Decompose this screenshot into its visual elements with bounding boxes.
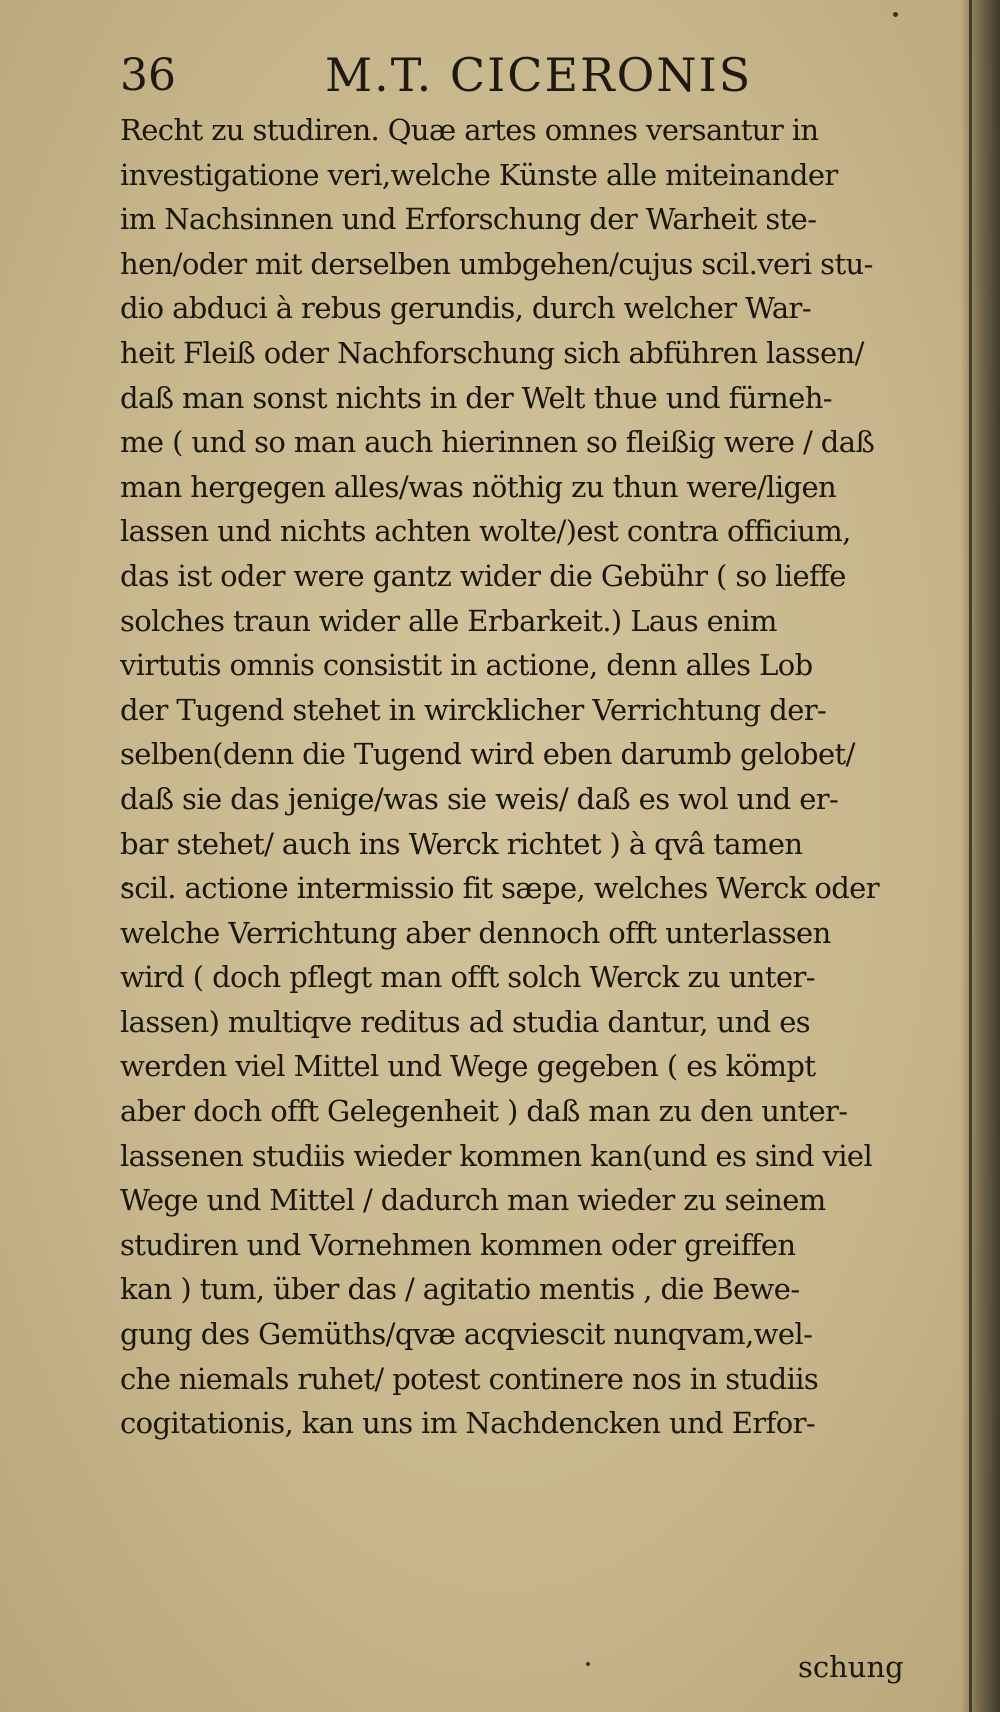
text-line: daß sie das jenige/was sie weis/ daß es wol und er-: [120, 781, 839, 816]
text-line: scil. actione intermissio fit sæpe, welches Werck oder: [120, 871, 879, 906]
text-line: welche Verrichtung aber dennoch offt unterlassen: [120, 915, 831, 950]
text-line: daß man sonst nichts in der Welt thue und fürneh-: [120, 380, 832, 415]
page-gutter-shadow: [960, 0, 1000, 1712]
page-number: 36: [120, 50, 176, 101]
text-line: investigatione veri,welche Künste alle miteinander: [120, 157, 838, 192]
text-line: Wege und Mittel / dadurch man wieder zu seinem: [120, 1183, 826, 1218]
text-line: cogitationis, kan uns im Nachdencken und Erfor-: [120, 1406, 816, 1441]
text-line: lassen und nichts achten wolte/)est contra officium,: [120, 514, 851, 549]
text-line: selben(denn die Tugend wird eben darumb gelobet/: [120, 737, 855, 772]
text-line: das ist oder were gantz wider die Gebühr ( so lieffe: [120, 558, 846, 593]
text-line: hen/oder mit derselben umbgehen/cujus scil.veri stu-: [120, 246, 873, 281]
text-line: che niemals ruhet/ potest continere nos in studiis: [120, 1361, 819, 1396]
catchword: schung: [798, 1650, 904, 1684]
text-line: werden viel Mittel und Wege gegeben ( es kömpt: [120, 1049, 816, 1084]
page-gutter-line: [969, 0, 972, 1712]
text-line: man hergegen alles/was nöthig zu thun were/ligen: [120, 469, 837, 504]
text-line: lassenen studiis wieder kommen kan(und es sind viel: [120, 1138, 873, 1173]
text-line: wird ( doch pflegt man offt solch Werck zu unter-: [120, 960, 815, 995]
text-line: bar stehet/ auch ins Werck richtet ) à qvâ tamen: [120, 826, 803, 861]
text-line: lassen) multiqve reditus ad studia dantur, und es: [120, 1004, 811, 1039]
text-line: der Tugend stehet in wircklicher Verrichtung der-: [120, 692, 827, 727]
text-line: virtutis omnis consistit in actione, denn alles Lob: [120, 648, 813, 683]
text-line: studiren und Vornehmen kommen oder greiffen: [120, 1227, 796, 1262]
running-head: M.T. CICERONIS: [325, 48, 753, 102]
page-header: [120, 48, 880, 108]
text-line: me ( und so man auch hierinnen so fleißig were / daß: [120, 425, 875, 460]
text-line: gung des Gemüths/qvæ acqviescit nunqvam,wel-: [120, 1317, 813, 1352]
ink-speck: [893, 12, 898, 17]
text-line: kan ) tum, über das / agitatio mentis , die Bewe-: [120, 1272, 800, 1307]
text-line: aber doch offt Gelegenheit ) daß man zu den unter-: [120, 1094, 848, 1129]
body-text: [120, 108, 920, 1446]
text-line: Recht zu studiren. Quæ artes omnes versantur in: [120, 113, 819, 147]
text-line: im Nachsinnen und Erforschung der Warheit ste-: [120, 202, 817, 237]
text-line: solches traun wider alle Erbarkeit.) Laus enim: [120, 603, 777, 638]
text-line: heit Fleiß oder Nachforschung sich abführen lassen/: [120, 335, 864, 370]
ink-speck: [586, 1662, 590, 1666]
text-line: dio abduci à rebus gerundis, durch welcher War-: [120, 291, 812, 326]
